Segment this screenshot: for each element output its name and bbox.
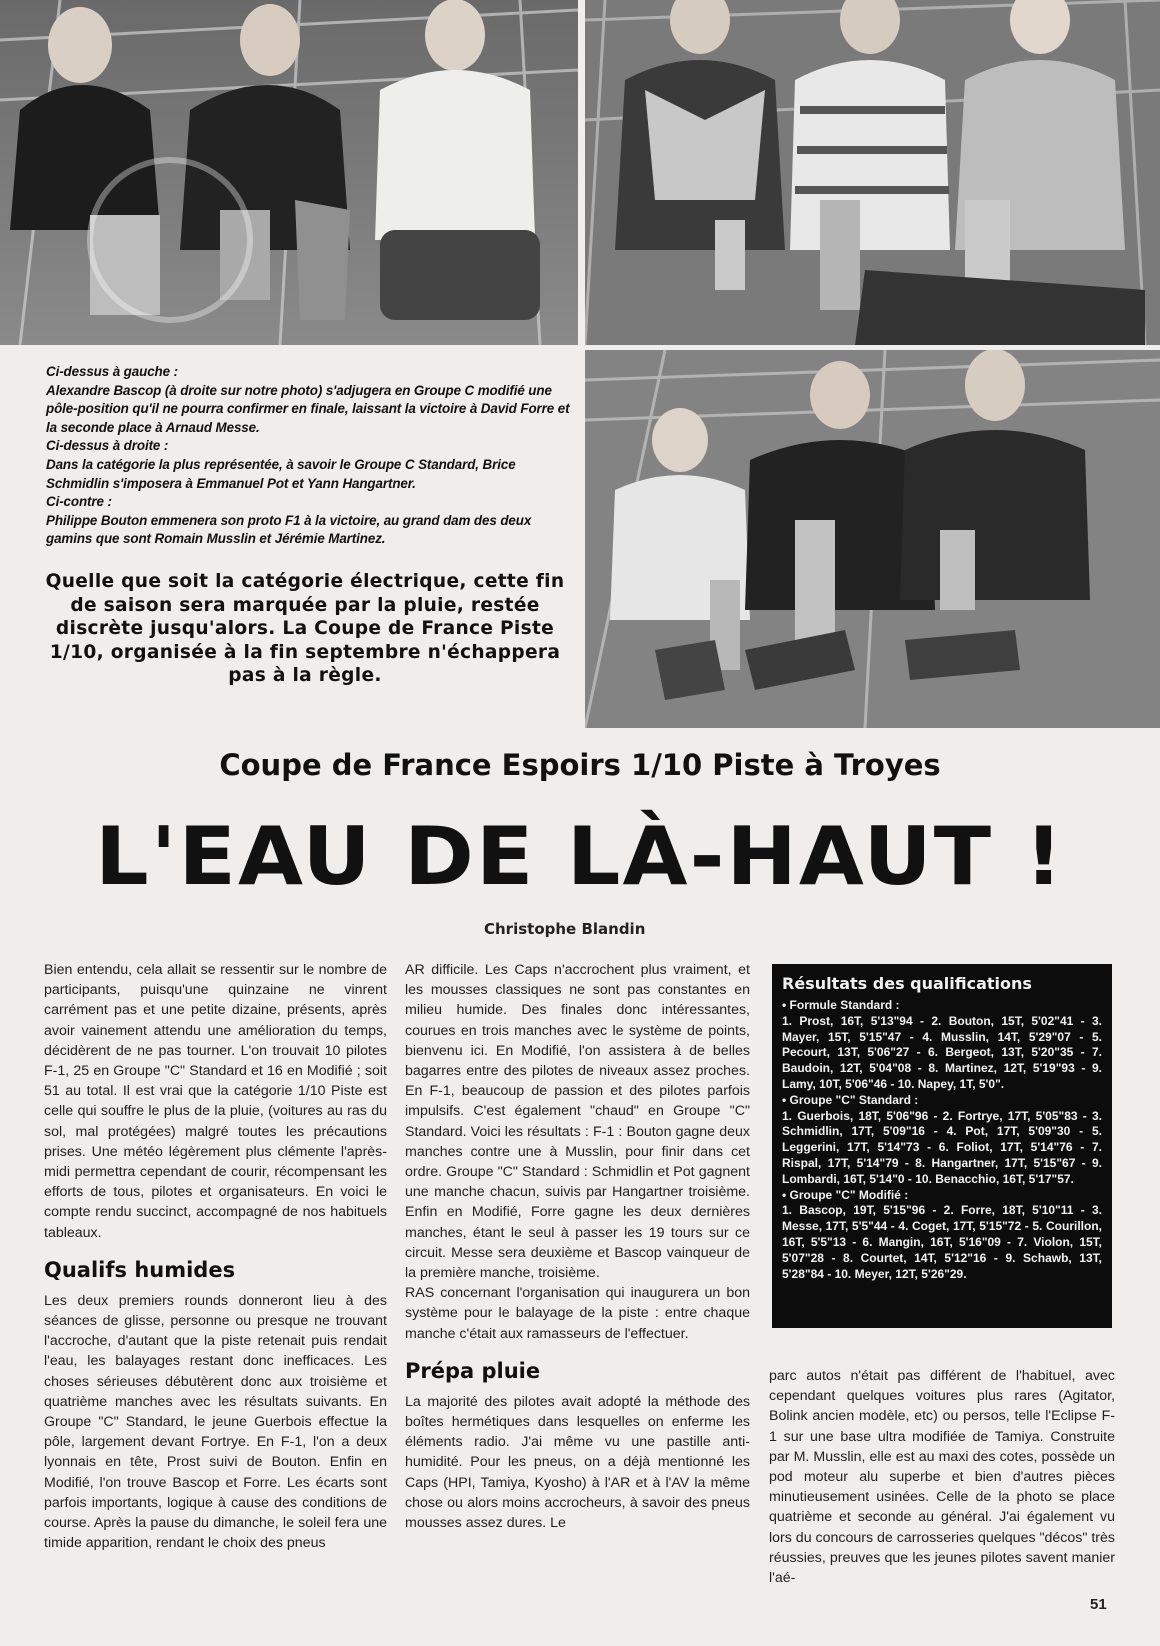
- article-column-2: [405, 960, 750, 1533]
- results-title: Résultats des qualifications: [782, 974, 1032, 993]
- article-subtitle: Coupe de France Espoirs 1/10 Piste à Troyes: [219, 748, 941, 782]
- caption-top-right: [46, 437, 574, 493]
- body-paragraph: Bien entendu, cela allait se ressentir sur le nombre de participants, puisqu'une quinzaine ne vinrent carrément pas et une petite dizaine, présents, après avoir vainement attendu une amélioration du temps, décidèrent de ne pas tourner. L'on trouvait 10 pilotes F-1, 25 en Groupe "C" Standard et 16 en Modifié ; soit 51 au total. Il est vrai que la catégorie 1/10 Piste est celle qui souffre le plus de la pluie, (voitures au ras du sol, mal protégées) malgré toutes les précautions prises. Une météo légèrement plus clémente l'après-midi permettra cependant de courir, récompensant les efforts de tous, pilotes et organisateurs. En voici le compte rendu succinct, accompagné de nos habituels tableaux.: [44, 962, 387, 1241]
- article-column-3: [769, 1366, 1115, 1588]
- photo-top-right-image: [585, 0, 1160, 345]
- body-paragraph: Les deux premiers rounds donneront lieu à des séances de glisse, personne ou presque ne trouvant l'accroche, d'autant que la piste retenait puis rendait l'eau, les balayages restant donc inefficaces. Les choses sérieuses débutèrent donc aux troisième et quatrième manches avec les résultats suivants. En Groupe "C" Standard, le jeune Guerbois effectue la pôle, largement devant Fortrye. En F-1, l'on a deux lyonnais en tête, Prost suivi de Bouton. Enfin en Modifié, l'on trouve Bascop et Forre. Les écarts sont parfois importants, logique à cause des conditions de course. Après la pause du dimanche, le soleil fera une timide apparition, rendant le choix des pneus: [44, 1292, 387, 1552]
- lead-paragraph: Quelle que soit la catégorie électrique, cette fin de saison sera marquée par la pluie, restée discrète jusqu'alors. La Coupe de France Piste 1/10, organisée à la fin septembre n'échappera pas à la règle.: [45, 571, 565, 686]
- results-category: [782, 998, 1102, 1093]
- body-paragraph: AR difficile. Les Caps n'accrochent plus vraiment, et les mousses classiques ne sont pas constantes en milieu humide. Des finales donc intéressantes, courues en trois manches avec le système de points, bienvenu ici. En Modifié, l'on assistera à de belles bagarres entre des pilotes de niveaux assez proches. En F-1, beaucoup de passion et des pilotes parfois impulsifs. C'est également "chaud" en Groupe "C" Standard. Voici les résultats : F-1 : Bouton gagne deux manches contre une à Musslin, pour finir dans cet ordre. Groupe "C" Standard : Schmidlin et Pot gagnent une manche chacun, suivis par Hangartner troisième. Enfin en Modifié, Forre gagne les deux dernières manches, étant le seul à passer les 19 tours sur ce circuit. Messe sera deuxième et Bascop vainqueur de la première manche, troisième.: [405, 962, 750, 1282]
- caption-bottom-right: [46, 493, 574, 549]
- article-headline: L'EAU DE LÀ-HAUT !: [95, 810, 1065, 903]
- photo-bottom-right: [585, 350, 1160, 728]
- body-paragraph: parc autos n'était pas différent de l'habituel, avec cependant quelques voitures plus rares (Agitator, Bolink ancien modèle, etc) ou persos, telle l'Eclipse F-1 sur une base ultra modifiée de Tamiya. Construite par M. Musslin, elle est au maxi des cotes, possède un pod moteur alu superbe et bien d'autres pièces minutieusement usinées. Celle de la photo se place quatrième et seconde au général. J'ai également vu lors du concours de carrosseries quelques "décos" très réussies, preuves que les jeunes pilotes savent manier l'aé-: [769, 1368, 1116, 1587]
- results-category-text: 1. Bascop, 19T, 5'15"96 - 2. Forre, 18T, 5'10"11 - 3. Messe, 17T, 5'5"44 - 4. Coget, 17T, 5'15"72 - 5. Courillon, 16T, 5'5"13 - 6. Mangin, 16T, 5'16"09 - 7. Violon, 15T, 5'07"28 - 8. Courtet, 14T, 5'12"16 - 9. Schawb, 13T, 5'28"84 - 10. Meyer, 12T, 5'26"29.: [782, 1203, 1102, 1281]
- body-paragraph: RAS concernant l'organisation qui inaugurera un bon système pour le balayage de la piste : entre chaque manche c'était aux ramasseurs de l'effectuer.: [405, 1285, 750, 1342]
- caption-heading: Ci-contre :: [46, 494, 112, 510]
- photo-bottom-right-image: [585, 350, 1160, 728]
- caption-text: Alexandre Bascop (à droite sur notre photo) s'adjugera en Groupe C modifié une pôle-position qu'il ne pourra confirmer en finale, laissant la victoire à David Forre et la seconde place à Arnaud Messe.: [46, 382, 570, 435]
- results-box: [772, 964, 1112, 1328]
- results-category-name: • Formule Standard :: [782, 998, 900, 1012]
- photo-captions: [46, 363, 574, 549]
- caption-heading: Ci-dessus à gauche :: [46, 364, 178, 379]
- photo-top-left: [0, 0, 578, 345]
- photo-top-left-image: [0, 0, 578, 345]
- results-category: [782, 1093, 1102, 1188]
- photo-top-right: [585, 0, 1160, 345]
- results-category-text: 1. Prost, 16T, 5'13"94 - 2. Bouton, 15T, 5'02"41 - 3. Mayer, 15T, 5'15"47 - 4. Musslin, 14T, 5'29"07 - 5. Pecourt, 13T, 5'06"27 - 6. Bergeot, 13T, 5'20"35 - 7. Baudoin, 12T, 5'04"08 - 8. Martinez, 12T, 5'19"93 - 9. Lamy, 10T, 5'06"46 - 10. Napey, 1T, 5'0".: [782, 1013, 1102, 1091]
- page-number: 51: [1090, 1596, 1107, 1613]
- results-category: [782, 1188, 1102, 1283]
- article-column-1: [44, 960, 387, 1553]
- caption-top-left: [46, 363, 574, 437]
- results-category-text: 1. Guerbois, 18T, 5'06"96 - 2. Fortrye, 17T, 5'05"83 - 3. Schmidlin, 17T, 5'09"16 - 4. Pot, 17T, 5'09"30 - 5. Leggerini, 17T, 5'14"73 - 6. Foliot, 17T, 5'14"76 - 7. Rispal, 17T, 5'14"79 - 8. Hangartner, 17T, 5'15"67 - 9. Lombardi, 16T, 5'14"0 - 10. Benacchio, 16T, 5'17"57.: [782, 1108, 1102, 1186]
- body-paragraph: La majorité des pilotes avait adopté la méthode des boîtes hermétiques dans lesquelles on enferme les éléments radio. J'ai même vu une pastille anti-humidité. Pour les pneus, on a déjà mentionné les Caps (HPI, Tamiya, Kyosho) à l'AR et à l'AV la même chose ou alors moins accrocheurs, à savoir des pneus mousses assez dures. Le: [405, 1393, 750, 1532]
- article-byline: Christophe Blandin: [484, 920, 646, 938]
- results-category-name: • Groupe "C" Standard :: [782, 1092, 919, 1107]
- caption-heading: Ci-dessus à droite :: [46, 438, 169, 454]
- caption-text: Philippe Bouton emmenera son proto F1 à la victoire, au grand dam des deux gamins que sont Romain Musslin et Jérémie Martinez.: [46, 512, 532, 547]
- results-category-name: • Groupe "C" Modifié :: [782, 1187, 909, 1202]
- section-heading-prepa: Prépa pluie: [405, 1358, 541, 1383]
- section-heading-qualifs: Qualifs humides: [44, 1257, 236, 1282]
- caption-text: Dans la catégorie la plus représentée, à savoir le Groupe C Standard, Brice Schmidlin s'imposera à Emmanuel Pot et Yann Hangartner.: [46, 456, 516, 491]
